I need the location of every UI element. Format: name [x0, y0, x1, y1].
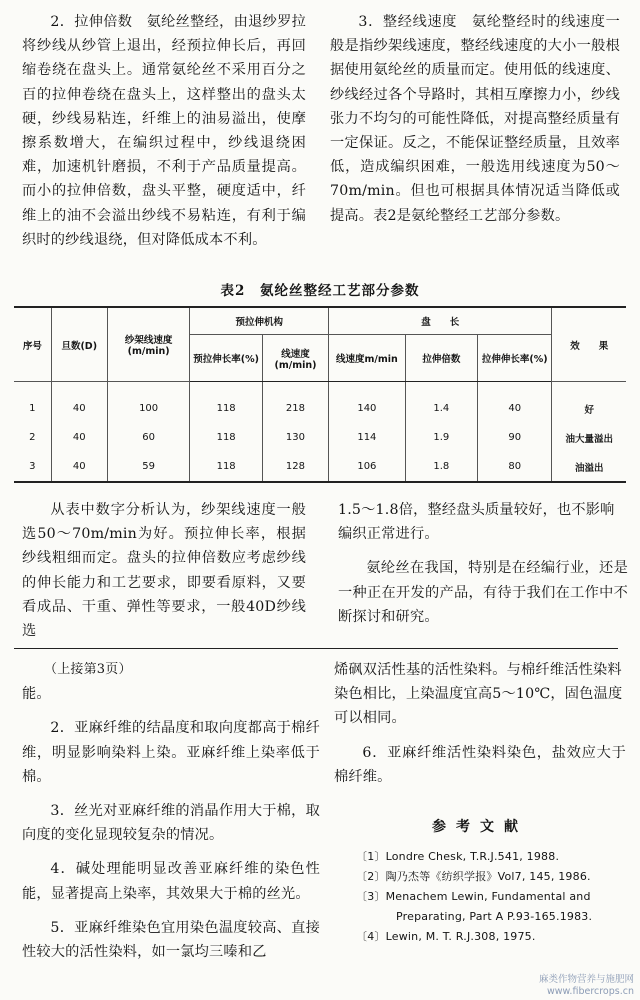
paragraph-mercerization: 3．丝光对亚麻纤维的消晶作用大于棉，取向度的变化显现较复杂的情况。 — [22, 803, 320, 844]
header-pre-stretch-rate: 预拉伸长率(%) — [190, 335, 262, 382]
header-stretch-ratio: 拉伸倍数 — [405, 335, 477, 382]
bottom-left-column — [22, 658, 320, 964]
parameter-table — [14, 306, 626, 483]
cell-line-speed: 218 — [262, 382, 328, 424]
header-stretch-rate: 拉伸伸长率(%) — [478, 335, 552, 382]
table-row — [14, 423, 626, 452]
header-denier: 旦数(D) — [51, 307, 107, 382]
site-watermark — [539, 974, 634, 998]
cell-denier: 40 — [51, 423, 107, 452]
paragraph-warping-speed: 3．整经线速度 氨纶整经时的线速度一般是指纱架线速度，整经线速度的大小一般根据使用氨纶丝的质量而定。使用低的线速度、纱线经过各个导路时，其相互摩擦力小，纱线张力不均匀的可能性降低，对提高整经质量有一定保证。反之，不能保证整经质量，且效率低，造成编织困难，一般选用线速度为50～70m/min。但也可根据具体情况适当降低或提高。表2是氨纶整经工艺部分参数。 — [330, 14, 620, 224]
cell-no: 3 — [14, 452, 51, 482]
cell-no: 2 — [14, 423, 51, 452]
reference-item: 〔3〕Menachem Lewin, Fundamental and — [356, 890, 591, 904]
header-no: 序号 — [14, 307, 51, 382]
cell-no: 1 — [14, 382, 51, 424]
cell-stretch-rate: 90 — [478, 423, 552, 452]
cell-stretch-ratio: 1.4 — [405, 382, 477, 424]
cell-creel-speed: 60 — [107, 423, 190, 452]
reference-item: 〔2〕陶乃杰等《纺织学报》Vol7, 145, 1986. — [356, 870, 591, 884]
header-effect: 效 果 — [552, 307, 626, 382]
cell-line-speed: 130 — [262, 423, 328, 452]
top-right-column — [330, 10, 620, 228]
continuation-text: 能。 — [22, 686, 51, 703]
mid-right-column — [338, 498, 628, 629]
paragraph-salt-effect: 6．亚麻纤维活性染料染色，盐效应大于棉纤维。 — [334, 744, 626, 785]
cell-beam-line-speed: 140 — [329, 382, 406, 424]
cell-denier: 40 — [51, 382, 107, 424]
section-divider — [14, 648, 618, 649]
cell-creel-speed: 59 — [107, 452, 190, 482]
header-creel-speed: 纱架线速度(m/min) — [107, 307, 190, 382]
paragraph-crystallinity: 2．亚麻纤维的结晶度和取向度都高于棉纤维，明显影响染料上染。亚麻纤维上染率低于棉。 — [22, 720, 320, 785]
paragraph-dye-choice-cont: 烯砜双活性基的活性染料。与棉纤维活性染料染色相比，上染温度宜高5～10℃，固色温度可以相同。 — [334, 662, 623, 727]
cell-pre-stretch-rate: 118 — [190, 452, 262, 482]
cell-beam-line-speed: 114 — [329, 423, 406, 452]
references-heading: 参考文献 — [432, 819, 528, 836]
cell-stretch-ratio: 1.8 — [405, 452, 477, 482]
table-row — [14, 382, 626, 424]
cell-stretch-ratio: 1.9 — [405, 423, 477, 452]
watermark-title: 麻类作物营养与施肥网 — [538, 974, 634, 985]
reference-item: 〔1〕Londre Chesk, T.R.J.541, 1988. — [356, 850, 560, 864]
reference-item: 〔4〕Lewin, M. T. R.J.308, 1975. — [356, 930, 536, 944]
paragraph-table-analysis-cont: 1.5～1.8倍，整经盘头质量较好，也不影响编织正常进行。 — [338, 502, 615, 543]
cell-creel-speed: 100 — [107, 382, 190, 424]
cell-effect: 油溢出 — [574, 462, 604, 474]
cell-denier: 40 — [51, 452, 107, 482]
table-row — [14, 452, 626, 482]
cell-stretch-rate: 40 — [478, 382, 552, 424]
cell-effect: 油大量溢出 — [565, 433, 613, 445]
paragraph-alkali-treatment: 4．碱处理能明显改善亚麻纤维的染色性能，显著提高上染率，其效果大于棉的丝光。 — [22, 861, 320, 902]
header-pre-stretch-group: 预拉伸机构 — [190, 307, 329, 335]
cell-effect: 好 — [584, 404, 594, 416]
table-caption: 表2 氨纶丝整经工艺部分参数 — [220, 283, 420, 299]
paragraph-stretch-ratio: 2．拉伸倍数 氨纶丝整经，由退纱罗拉将纱线从纱管上退出，经预拉伸长后，再回缩卷绕在盘头上。通常氨纶丝不采用百分之百的拉伸卷绕在盘头上，这样整出的盘头太硬，纱线易粘连，纤维上的油易溢出，使摩擦系数增大，在编织过程中，纱线退绕困难，加速机针磨损，不利于产品质量提高。而小的拉伸倍数，盘头平整，硬度适中，纤维上的油不会溢出纱线不易粘连，有利于编织时的纱线退绕，但对降低成本不利。 — [22, 14, 306, 248]
watermark-url: www.fibercrops.cn — [547, 986, 634, 997]
bottom-right-column — [334, 658, 626, 947]
mid-left-column — [22, 498, 306, 643]
cell-pre-stretch-rate: 118 — [190, 423, 262, 452]
cell-stretch-rate: 80 — [478, 452, 552, 482]
header-line-speed: 线速度(m/min) — [262, 335, 328, 382]
top-left-column — [22, 10, 306, 252]
cell-pre-stretch-rate: 118 — [190, 382, 262, 424]
header-beam-group: 盘 长 — [329, 307, 552, 335]
paragraph-dye-choice: 5．亚麻纤维染色宜用染色温度较高、直接性较大的活性染料，如一氯均三嗪和乙 — [22, 919, 320, 961]
reference-item-continuation: Preparating, Part A P.93-165.1983. — [396, 910, 593, 924]
continuation-note: （上接第3页） — [44, 662, 132, 677]
cell-beam-line-speed: 106 — [329, 452, 406, 482]
paragraph-conclusion: 氨纶丝在我国，特别是在经编行业，还是一种正在开发的产品，有待于我们在工作中不断探讨和研究。 — [338, 560, 628, 625]
cell-line-speed: 128 — [262, 452, 328, 482]
header-beam-line-speed: 线速度m/min — [329, 335, 406, 382]
paragraph-table-analysis: 从表中数字分析认为，纱架线速度一般选50～70m/min为好。预拉伸长率，根据纱线粗细而定。盘头的拉伸倍数应考虑纱线的伸长能力和工艺要求，即要看原料，又要看成品、干重、弹性等要求，一般40D纱线选 — [22, 502, 306, 640]
